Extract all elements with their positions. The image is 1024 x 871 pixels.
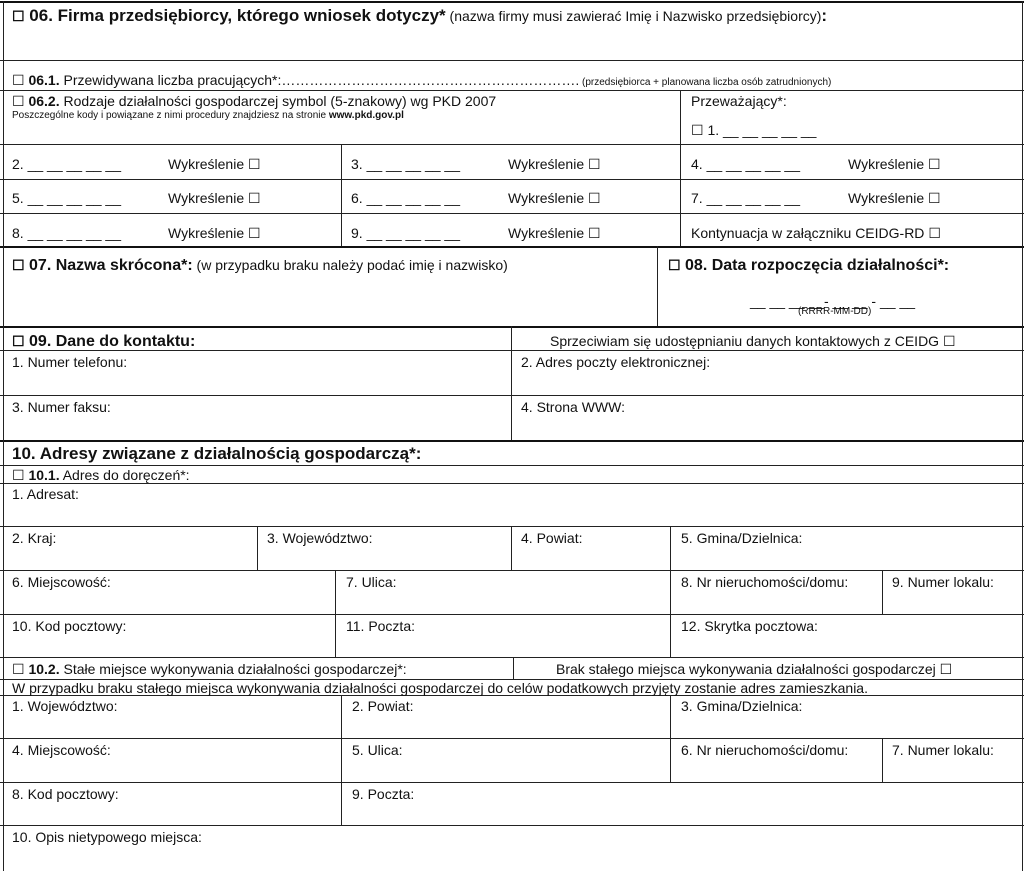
checkbox-062[interactable]: ☐ bbox=[12, 93, 25, 109]
section-101-number: 10.1. bbox=[28, 467, 60, 483]
section-06-note: (nazwa firmy musi zawierać Imię i Nazwisko przedsiębiorcy) bbox=[445, 8, 822, 24]
section-101-label: Adres do doręczeń*: bbox=[59, 467, 190, 483]
strike-label: Wykreślenie bbox=[508, 225, 585, 241]
po-box-label: 12. Skrytka pocztowa: bbox=[681, 618, 818, 634]
start-date-field[interactable]: __ __ __ __- __ __ - __ __ bbox=[750, 293, 916, 309]
section-101-heading bbox=[12, 467, 190, 483]
rule-09-row1 bbox=[0, 395, 1024, 396]
section-102-info: W przypadku braku stałego miejsca wykonywania działalności gospodarczej do celów podatkowych przyjęty zostanie adres zamieszkania. bbox=[12, 680, 868, 696]
pkd-strike-6 bbox=[508, 190, 601, 206]
section-062-heading bbox=[12, 93, 496, 109]
no-fixed-place bbox=[556, 661, 952, 677]
strike-label: Wykreślenie bbox=[848, 156, 925, 172]
strike-label: Wykreślenie bbox=[168, 225, 245, 241]
www-label: 4. Strona WWW: bbox=[521, 399, 625, 415]
rule-101-r4-v2 bbox=[670, 614, 671, 657]
checkbox-no-fixed-place[interactable]: ☐ bbox=[939, 661, 953, 677]
pkd-code-5[interactable]: 5. __ __ __ __ __ bbox=[12, 190, 121, 206]
rule-09-v bbox=[511, 326, 512, 440]
unit-number-label: 9. Numer lokalu: bbox=[892, 574, 994, 590]
postcode-label: 10. Kod pocztowy: bbox=[12, 618, 127, 634]
section-07-number: 07. bbox=[29, 257, 52, 274]
rule-101-r3-v1 bbox=[335, 570, 336, 614]
section-09-heading bbox=[12, 332, 195, 351]
p-postcode-label: 8. Kod pocztowy: bbox=[12, 786, 119, 802]
rule-102-row1 bbox=[0, 738, 1024, 739]
dominant-code bbox=[691, 122, 816, 138]
checkbox-061[interactable]: ☐ bbox=[12, 72, 25, 88]
rule-062-v2 bbox=[341, 144, 342, 246]
section-06-colon: : bbox=[821, 6, 828, 25]
rule-102-head-v bbox=[513, 657, 514, 679]
street-label: 7. Ulica: bbox=[346, 574, 397, 590]
checkbox-strike-6[interactable]: ☐ bbox=[588, 190, 601, 206]
section-061-note: (przedsiębiorca + planowana liczba osób zatrudnionych) bbox=[579, 77, 832, 88]
section-06-heading bbox=[12, 6, 827, 26]
pkd-strike-7 bbox=[848, 190, 941, 206]
rule-101-row3 bbox=[0, 614, 1024, 615]
section-08-number: 08. bbox=[685, 257, 708, 274]
checkbox-strike-9[interactable]: ☐ bbox=[588, 225, 601, 241]
short-name-field[interactable] bbox=[5, 280, 655, 324]
section-062-label: Rodzaje działalności gospodarczej symbol (5-znakowy) wg PKD 2007 bbox=[59, 93, 497, 109]
rule-09-top bbox=[0, 326, 1024, 328]
checkbox-dominant[interactable]: ☐ bbox=[691, 122, 704, 138]
p-locality-label: 4. Miejscowość: bbox=[12, 742, 111, 758]
pkd-strike-2 bbox=[168, 156, 261, 172]
post-office-label: 11. Poczta: bbox=[346, 618, 416, 634]
locality-label: 6. Miejscowość: bbox=[12, 574, 111, 590]
section-10-heading: 10. Adresy związane z działalnością gospodarczą*: bbox=[12, 444, 422, 463]
pkd-strike-4 bbox=[848, 156, 941, 172]
rule-right bbox=[1022, 1, 1023, 871]
pkd-strike-5 bbox=[168, 190, 261, 206]
rule-102-top bbox=[0, 657, 1024, 658]
checkbox-strike-8[interactable]: ☐ bbox=[248, 225, 261, 241]
rule-06-bottom bbox=[0, 60, 1024, 61]
section-07-title: Nazwa skrócona*: bbox=[55, 257, 193, 274]
rule-101-row2 bbox=[0, 570, 1024, 571]
pkd-code-3[interactable]: 3. __ __ __ __ __ bbox=[351, 156, 460, 172]
p-commune-label: 3. Gmina/Dzielnica: bbox=[681, 698, 803, 714]
p-street-label: 5. Ulica: bbox=[352, 742, 403, 758]
checkbox-06[interactable]: ☐ bbox=[12, 8, 25, 24]
section-09-number: 09. bbox=[29, 333, 52, 350]
checkbox-strike-4[interactable]: ☐ bbox=[928, 156, 941, 172]
rule-102-r3-v1 bbox=[341, 782, 342, 825]
rule-102-r2-v1 bbox=[341, 738, 342, 782]
p-county-label: 2. Powiat: bbox=[352, 698, 414, 714]
building-number-label: 8. Nr nieruchomości/domu: bbox=[681, 574, 849, 590]
strike-label: Wykreślenie bbox=[168, 190, 245, 206]
section-07-heading bbox=[12, 256, 508, 275]
rule-102-r1-v1 bbox=[341, 695, 342, 738]
checkbox-09[interactable]: ☐ bbox=[12, 333, 25, 349]
phone-label: 1. Numer telefonu: bbox=[12, 354, 128, 370]
rule-102-r2-v2 bbox=[670, 738, 671, 782]
voivodeship-label: 3. Województwo: bbox=[267, 530, 373, 546]
section-102-heading bbox=[12, 661, 407, 677]
pkd-code-2[interactable]: 2. __ __ __ __ __ bbox=[12, 156, 121, 172]
rule-102-r1-v2 bbox=[670, 695, 671, 738]
contact-objection bbox=[550, 333, 956, 349]
strike-label: Wykreślenie bbox=[508, 156, 585, 172]
section-102-number: 10.2. bbox=[28, 661, 60, 677]
rule-07-top bbox=[0, 246, 1024, 248]
fax-label: 3. Numer faksu: bbox=[12, 399, 111, 415]
rule-101-row1 bbox=[0, 526, 1024, 527]
date-format-hint: (RRRR-MM-DD) bbox=[798, 306, 872, 317]
section-08-heading bbox=[668, 256, 949, 275]
section-102-label: Stałe miejsce wykonywania działalności gospodarczej*: bbox=[59, 661, 407, 677]
pkd-strike-3 bbox=[508, 156, 601, 172]
section-09-title: Dane do kontaktu: bbox=[55, 333, 196, 350]
rule-062-v1 bbox=[680, 90, 681, 246]
objection-label: Sprzeciwiam się udostępnianiu danych kontaktowych z CEIDG bbox=[550, 333, 940, 349]
pkd-code-7[interactable]: 7. __ __ __ __ __ bbox=[691, 190, 800, 206]
checkbox-07[interactable]: ☐ bbox=[12, 257, 25, 273]
rule-101-head-bottom bbox=[0, 483, 1024, 484]
pkd-code-4[interactable]: 4. __ __ __ __ __ bbox=[691, 156, 800, 172]
section-061-row bbox=[12, 72, 831, 89]
commune-label: 5. Gmina/Dzielnica: bbox=[681, 530, 803, 546]
section-07-note: (w przypadku braku należy podać imię i nazwisko) bbox=[192, 257, 508, 273]
pkd-code-6[interactable]: 6. __ __ __ __ __ bbox=[351, 190, 460, 206]
p-post-office-label: 9. Poczta: bbox=[352, 786, 415, 802]
pkd-link[interactable]: www.pkd.gov.pl bbox=[328, 110, 404, 121]
rule-061-bottom bbox=[0, 90, 1024, 91]
checkbox-08[interactable]: ☐ bbox=[668, 257, 681, 273]
rule-07-08-v bbox=[657, 246, 658, 326]
rule-062-head-bottom bbox=[0, 144, 1024, 145]
dominant-code-field[interactable]: 1. __ __ __ __ __ bbox=[707, 122, 817, 138]
p-unit-number-label: 7. Numer lokalu: bbox=[892, 742, 994, 758]
rule-101-r4-v1 bbox=[335, 614, 336, 657]
section-06-title: Firma przedsiębiorcy, którego wniosek dotyczy* bbox=[57, 6, 446, 25]
rule-102-row2 bbox=[0, 782, 1024, 783]
rule-101-r3-v3 bbox=[882, 570, 883, 614]
pkd-hint bbox=[12, 110, 404, 122]
rule-101-r3-v2 bbox=[670, 570, 671, 614]
rule-top bbox=[0, 1, 1024, 3]
rule-101-r2-v1 bbox=[257, 526, 258, 570]
checkbox-objection[interactable]: ☐ bbox=[942, 333, 956, 349]
company-name-field[interactable] bbox=[5, 32, 1020, 58]
pkd-strike-9 bbox=[508, 225, 601, 241]
p-voivodeship-label: 1. Województwo: bbox=[12, 698, 118, 714]
checkbox-strike-2[interactable]: ☐ bbox=[248, 156, 261, 172]
rule-102-r2-v3 bbox=[882, 738, 883, 782]
section-08-title: Data rozpoczęcia działalności*: bbox=[711, 257, 950, 274]
pkd-strike-8 bbox=[168, 225, 261, 241]
pkd-hint-text: Poszczególne kody i powiązane z nimi procedury znajdziesz na stronie bbox=[12, 110, 329, 121]
p-building-number-label: 6. Nr nieruchomości/domu: bbox=[681, 742, 849, 758]
checkbox-101[interactable]: ☐ bbox=[12, 467, 25, 483]
checkbox-continuation[interactable]: ☐ bbox=[928, 225, 941, 241]
rule-pkd-row1 bbox=[0, 179, 1024, 180]
pkd-continuation bbox=[691, 225, 941, 241]
section-062-number: 06.2. bbox=[28, 93, 60, 109]
checkbox-102[interactable]: ☐ bbox=[12, 661, 25, 677]
email-label: 2. Adres poczty elektronicznej: bbox=[521, 354, 711, 370]
rule-10-top bbox=[0, 440, 1024, 442]
pkd-code-8[interactable]: 8. __ __ __ __ __ bbox=[12, 225, 121, 241]
strike-label: Wykreślenie bbox=[848, 190, 925, 206]
addressee-label: 1. Adresat: bbox=[12, 486, 79, 502]
checkbox-strike-5[interactable]: ☐ bbox=[248, 190, 261, 206]
atypical-place-label: 10. Opis nietypowego miejsca: bbox=[12, 829, 202, 845]
no-fixed-place-label: Brak stałego miejsca wykonywania działalności gospodarczej bbox=[556, 661, 936, 677]
pkd-code-9[interactable]: 9. __ __ __ __ __ bbox=[351, 225, 460, 241]
continuation-label: Kontynuacja w załączniku CEIDG-RD bbox=[691, 225, 925, 241]
strike-label: Wykreślenie bbox=[168, 156, 245, 172]
strike-label: Wykreślenie bbox=[508, 190, 585, 206]
dominant-label: Przeważający*: bbox=[691, 93, 787, 109]
section-06-number: 06. bbox=[29, 6, 53, 25]
rule-left bbox=[3, 1, 4, 871]
country-label: 2. Kraj: bbox=[12, 530, 57, 546]
checkbox-strike-3[interactable]: ☐ bbox=[588, 156, 601, 172]
rule-101-r2-v3 bbox=[670, 526, 671, 570]
checkbox-strike-7[interactable]: ☐ bbox=[928, 190, 941, 206]
section-061-label: Przewidywana liczba pracujących*:………………………………………………………. bbox=[59, 72, 580, 88]
section-061-number: 06.1. bbox=[28, 72, 60, 88]
rule-101-r2-v2 bbox=[511, 526, 512, 570]
rule-102-row3 bbox=[0, 825, 1024, 826]
rule-10-head-bottom bbox=[0, 465, 1024, 466]
county-label: 4. Powiat: bbox=[521, 530, 583, 546]
rule-pkd-row2 bbox=[0, 213, 1024, 214]
